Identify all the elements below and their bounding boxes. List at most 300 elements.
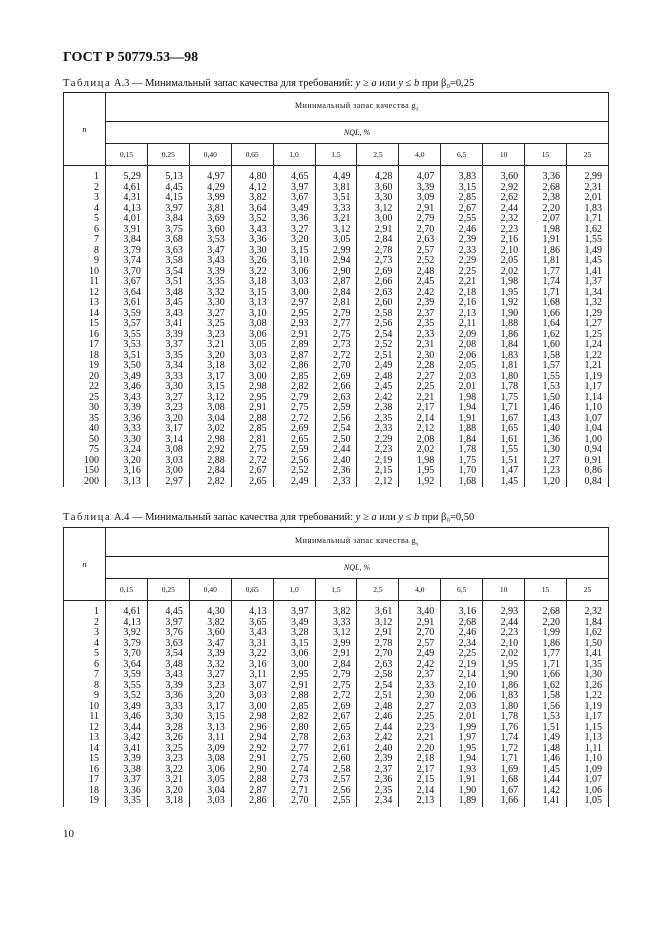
table-cell: 2,30 [416,690,435,701]
table-cell: 2,18 [458,286,477,298]
table-cell: 3,36 [123,412,141,424]
table-cell: 3,00 [249,370,267,382]
table-cell: 1,91 [542,234,560,245]
table-cell: 2,31 [416,339,435,350]
table-cell: 1,04 [584,423,602,434]
table-cell: 1,45 [584,255,602,266]
table-cell: 2,79 [332,307,351,319]
table-cell: 1,10 [584,402,602,413]
table-cell: 2,23 [500,627,519,638]
table-cell: 2,51 [374,349,393,361]
table-cell: 1,71 [500,753,519,764]
table-body-row [64,601,609,807]
table-cell: 3,06 [207,763,225,775]
table-cell: 2,21 [458,276,477,287]
table-cell: 2,98 [207,433,225,445]
table-cell: 2,54 [332,423,351,434]
table-cell: 2,97 [165,475,183,487]
table-cell: 2,93 [500,606,519,617]
table-cell: 3,97 [291,181,309,193]
n-value: 1 [94,171,99,182]
table-cell: 1,67 [500,412,519,424]
table-cell: 1,62 [542,679,560,691]
table-cell: 1,77 [542,648,560,659]
table-cell: 2,29 [458,255,477,266]
table-cell: 3,15 [207,381,225,392]
table-cell: 1,71 [584,213,602,224]
table-cell: 2,48 [374,370,393,382]
table-cell: 2,23 [374,444,393,455]
column-header: 10 [483,579,525,601]
n-value: 5 [94,213,99,224]
n-value: 8 [94,244,99,256]
table-cell: 1,84 [458,433,477,445]
table-cell: 1,90 [500,669,519,680]
table-cell: 3,14 [165,433,183,445]
table-cell: 3,49 [291,202,309,214]
table-cell: 1,66 [542,307,560,319]
table-cell: 3,21 [332,213,351,224]
table-cell: 3,79 [123,637,141,649]
table-cell: 3,15 [458,181,477,193]
table-cell: 1,86 [542,637,560,649]
table-cell: 3,39 [207,648,225,659]
table-cell: 3,08 [207,402,225,413]
table-cell: 1,90 [500,307,519,319]
table-cell: 3,36 [542,171,560,182]
table-cell: 3,63 [165,637,183,649]
table-cell: 1,30 [584,669,602,680]
table-cell: 2,96 [249,721,267,733]
table-cell: 4,12 [249,181,267,193]
table-cell: 1,10 [584,753,602,764]
table-cell: 1,29 [584,307,602,319]
n-value: 6 [94,223,99,235]
table-cell: 2,69 [374,265,393,277]
value-column [357,601,399,807]
table-cell: 2,38 [374,402,393,413]
table-cell: 4,07 [416,171,435,182]
n-value: 22 [89,381,99,392]
table-cell: 3,30 [249,244,267,256]
table-cell: 2,75 [332,328,351,340]
table-cell: 1,41 [584,265,602,277]
table-cell: 2,70 [291,795,309,806]
table-cell: 2,19 [458,658,477,670]
table-cell: 1,55 [542,370,560,382]
caption-cond-a: y ≥ a [355,512,377,523]
table-cell: 1,19 [584,700,602,712]
table-cell: 3,16 [458,606,477,617]
table-cell: 1,74 [500,732,519,743]
table-cell: 2,03 [458,370,477,382]
table-cell: 1,98 [542,223,560,235]
column-header: 0,25 [147,144,189,166]
table-cell: 2,77 [291,742,309,754]
table-a3 [63,92,609,487]
table-cell: 3,18 [249,276,267,287]
table-cell: 2,31 [584,181,602,193]
table-cell: 3,17 [207,370,225,382]
table-cell: 1,61 [500,433,519,445]
table-cell: 1,70 [458,465,477,476]
value-column [483,601,525,807]
value-column [357,166,399,488]
table-cell: 1,36 [542,433,560,445]
table-cell: 2,87 [332,276,351,287]
column-header: 0,15 [106,144,148,166]
table-cell: 1,66 [500,795,519,806]
n-value: 150 [84,465,99,476]
n-value: 11 [89,276,99,287]
value-column [441,601,483,807]
value-column [106,166,148,488]
value-column [231,166,273,488]
table-cell: 2,48 [374,700,393,712]
table-cell: 2,86 [291,360,309,371]
table-cell: 2,12 [374,475,393,487]
table-cell: 3,08 [249,318,267,329]
table-cell: 2,87 [291,349,309,361]
table-cell: 2,35 [374,412,393,424]
caption-text: — Минимальный запас качества для требований: [129,78,356,89]
table-cell: 3,39 [123,753,141,764]
table-a4 [63,527,609,807]
table-cell: 3,00 [291,658,309,670]
table-cell: 2,75 [332,679,351,691]
caption-cond-b: y ≤ b [398,78,420,89]
table-cell: 3,03 [165,454,183,466]
table-cell: 3,36 [291,213,309,224]
table-cell: 1,65 [500,423,519,434]
table-cell: 3,03 [207,795,225,806]
column-header: 0,65 [231,579,273,601]
table-cell: 4,80 [249,171,267,182]
table-cell: 1,84 [500,339,519,350]
table-cell: 1,57 [542,360,560,371]
column-header: 0,40 [189,144,231,166]
table-cell: 3,17 [207,700,225,712]
table-cell: 2,15 [416,774,435,785]
table-cell: 2,84 [207,465,225,476]
table-cell: 1,66 [542,669,560,680]
table-cell: 2,15 [374,465,393,476]
table-cell: 3,11 [249,669,267,680]
table-cell: 2,65 [291,433,309,445]
table-cell: 1,34 [584,286,602,298]
row-header-n: n [64,528,106,601]
table-cell: 3,22 [165,763,183,775]
table-cell: 3,20 [123,454,141,466]
table-cell: 2,80 [291,721,309,733]
table-cell: 3,64 [123,658,141,670]
table-cell: 2,21 [416,732,435,743]
n-value: 4 [94,202,99,214]
table-cell: 1,11 [584,742,602,754]
table-cell: 2,95 [249,391,267,403]
table-cell: 2,78 [374,637,393,649]
table-cell: 4,45 [165,181,183,193]
table-cell: 1,89 [458,795,477,806]
table-cell: 1,27 [542,454,560,466]
table-cell: 1,91 [458,412,477,424]
table-cell: 2,52 [374,339,393,350]
table-cell: 1,44 [542,774,560,785]
table-a3-caption [63,78,474,89]
table-cell: 2,61 [332,742,351,754]
table-cell: 4,31 [123,192,141,203]
table-cell: 3,31 [249,637,267,649]
n-value: 13 [89,732,99,743]
table-cell: 2,29 [374,433,393,445]
table-cell: 1,81 [500,360,519,371]
table-cell: 3,47 [207,244,225,256]
table-cell: 2,33 [332,475,351,487]
table-cell: 2,86 [249,795,267,806]
table-cell: 2,68 [458,616,477,628]
table-cell: 2,91 [416,202,435,214]
column-header: 2,5 [357,144,399,166]
table-cell: 1,46 [542,402,560,413]
table-cell: 3,54 [165,265,183,277]
n-value: 19 [89,360,99,371]
group-header-subscript: s [416,106,420,113]
table-cell: 2,66 [374,276,393,287]
table-cell: 2,69 [332,370,351,382]
table-cell: 2,32 [584,606,602,617]
table-cell: 2,11 [459,318,477,329]
table-cell: 2,59 [291,444,309,455]
table-cell: 3,10 [249,307,267,319]
value-column [273,166,315,488]
table-cell: 2,33 [416,679,435,691]
table-cell: 2,91 [374,223,393,235]
table-cell: 3,84 [123,234,141,245]
value-column [231,601,273,807]
table-cell: 3,20 [291,234,309,245]
table-cell: 2,65 [249,475,267,487]
table-cell: 2,39 [416,297,435,308]
n-value: 3 [94,627,99,638]
table-cell: 2,75 [249,444,267,455]
table-cell: 2,54 [374,679,393,691]
value-column [147,166,189,488]
table-cell: 3,75 [165,223,183,235]
table-cell: 3,13 [123,475,141,487]
table-cell: 2,63 [374,286,393,298]
table-cell: 2,95 [291,669,309,680]
table-cell: 2,91 [291,328,309,340]
table-cell: 2,85 [291,700,309,712]
table-cell: 2,23 [416,721,435,733]
column-header: 6,5 [441,144,483,166]
table-cell: 4,13 [249,606,267,617]
table-cell: 2,79 [332,669,351,680]
table-cell: 3,35 [165,349,183,361]
n-value: 5 [94,648,99,659]
table-cell: 3,05 [207,774,225,785]
table-cell: 3,27 [291,223,309,235]
table-cell: 1,41 [584,648,602,659]
table-cell: 3,13 [207,721,225,733]
table-cell: 3,23 [207,679,225,691]
n-value: 17 [89,339,99,350]
table-cell: 2,62 [500,192,519,203]
table-cell: 2,52 [416,255,435,266]
table-cell: 1,24 [584,339,602,350]
table-cell: 2,56 [291,454,309,466]
column-header: 1,5 [315,579,357,601]
table-cell: 1,68 [542,297,560,308]
table-cell: 2,02 [500,648,519,659]
table-cell: 1,60 [542,339,560,350]
table-cell: 3,33 [123,423,141,434]
table-cell: 3,43 [165,307,183,319]
table-cell: 4,28 [374,171,393,182]
table-cell: 1,86 [500,328,519,340]
table-cell: 2,30 [416,349,435,361]
table-cell: 2,10 [458,679,477,691]
table-cell: 3,20 [165,784,183,796]
table-cell: 2,27 [416,370,435,382]
table-cell: 2,91 [416,616,435,628]
table-cell: 3,74 [123,255,141,266]
column-header: 1,0 [273,579,315,601]
table-cell: 3,26 [249,255,267,266]
table-cell: 2,21 [416,391,435,403]
table-cell: 2,09 [458,328,477,340]
table-cell: 2,16 [500,234,519,245]
table-cell: 2,92 [500,181,519,193]
table-cell: 2,63 [416,234,435,245]
table-cell: 2,34 [374,795,393,806]
table-cell: 2,44 [500,202,519,214]
table-cell: 4,65 [291,171,309,182]
table-cell: 2,88 [249,412,267,424]
table-cell: 1,58 [542,349,560,361]
table-cell: 2,79 [291,391,309,403]
table-cell: 3,68 [165,234,183,245]
table-cell: 1,92 [500,297,519,308]
table-cell: 2,99 [332,244,351,256]
table-cell: 1,71 [542,658,560,670]
caption-number: А.4 [113,512,130,523]
n-value: 18 [89,784,99,796]
table-cell: 2,17 [416,763,435,775]
table-cell: 1,81 [542,255,560,266]
table-cell: 2,89 [291,339,309,350]
table-cell: 2,91 [249,753,267,764]
table-cell: 2,57 [416,637,435,649]
n-value: 200 [84,475,99,487]
table-cell: 3,58 [165,255,183,266]
table-cell: 2,01 [458,381,477,392]
table-cell: 3,25 [207,318,225,329]
table-cell: 1,51 [542,721,560,733]
table-cell: 1,83 [584,202,602,214]
table-cell: 4,30 [207,606,225,617]
nql-header: NQL, % [106,557,609,579]
table-cell: 3,61 [123,297,141,308]
table-cell: 1,41 [542,795,560,806]
nql-header: NQL, % [106,122,609,144]
table-cell: 0,84 [584,475,602,487]
table-cell: 3,17 [165,423,183,434]
table-cell: 1,69 [500,763,519,775]
table-cell: 1,30 [542,444,560,455]
table-cell: 2,59 [332,402,351,413]
table-cell: 3,18 [207,360,225,371]
table-cell: 2,78 [291,732,309,743]
table-cell: 3,33 [165,700,183,712]
table-cell: 3,61 [374,606,393,617]
row-header-n: n [64,93,106,166]
table-cell: 1,48 [542,742,560,754]
table-cell: 0,86 [584,465,602,476]
value-column [525,166,567,488]
n-value: 9 [94,690,99,701]
table-cell: 2,33 [416,328,435,340]
table-cell: 2,88 [207,454,225,466]
table-cell: 3,27 [165,391,183,403]
table-cell: 2,58 [374,669,393,680]
table-cell: 1,45 [542,763,560,775]
table-cell: 2,72 [332,349,351,361]
table-cell: 2,58 [374,307,393,319]
table-cell: 1,56 [542,700,560,712]
table-cell: 3,48 [165,658,183,670]
table-cell: 3,49 [123,370,141,382]
table-cell: 2,88 [249,774,267,785]
table-cell: 1,95 [458,742,477,754]
table-cell: 2,85 [458,192,477,203]
n-value: 35 [89,412,99,424]
table-cell: 1,78 [500,711,519,722]
table-cell: 2,82 [291,711,309,722]
caption-tail: при β₀=0,25 [419,78,475,89]
value-column [189,166,231,488]
n-value: 13 [89,297,99,308]
table-cell: 2,40 [332,454,351,466]
table-cell: 2,48 [416,265,435,277]
table-cell: 3,30 [123,433,141,445]
table-cell: 2,98 [249,711,267,722]
table-cell: 1,27 [584,318,602,329]
table-cell: 3,16 [249,658,267,670]
table-cell: 3,15 [249,286,267,298]
table-cell: 2,73 [332,339,351,350]
table-cell: 3,92 [123,627,141,638]
table-cell: 1,53 [542,711,560,722]
table-cell: 3,67 [123,276,141,287]
table-cell: 3,41 [123,742,141,754]
table-cell: 3,41 [165,318,183,329]
table-cell: 2,55 [332,795,351,806]
table-cell: 2,70 [332,360,351,371]
column-header: 0,65 [231,144,273,166]
table-cell: 3,81 [207,202,225,214]
table-cell: 5,29 [123,171,141,182]
group-header [106,93,609,122]
table-cell: 1,19 [584,370,602,382]
table-cell: 3,79 [123,244,141,256]
table-cell: 3,00 [165,465,183,476]
table-cell: 3,60 [207,627,225,638]
table-cell: 2,14 [416,784,435,796]
table-cell: 3,43 [249,627,267,638]
table-cell: 1,71 [542,286,560,298]
table-cell: 2,16 [458,297,477,308]
